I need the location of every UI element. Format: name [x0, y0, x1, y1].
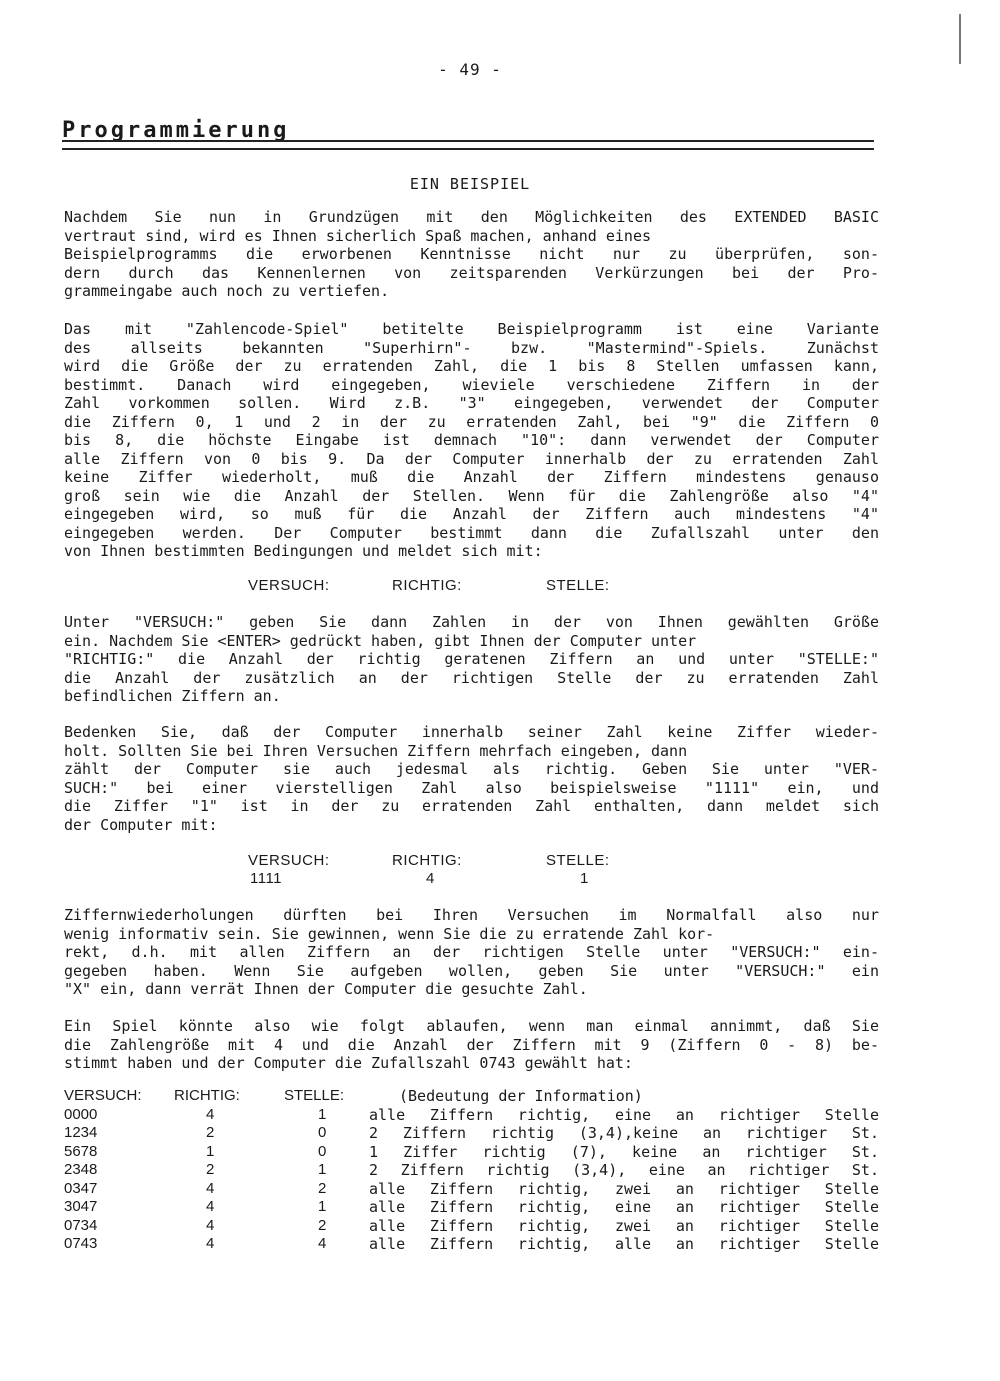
text-line: "X" ein, dann verrät Ihnen der Computer die gesuchte Zahl. — [64, 980, 588, 998]
cell-stelle: 0 — [318, 1124, 327, 1141]
section-title: Programmierung — [62, 118, 290, 143]
cell-versuch: 3047 — [64, 1198, 98, 1215]
table-row — [64, 1217, 879, 1236]
prompt-stelle-label: STELLE: — [546, 577, 610, 594]
text-line: Ein Spiel könnte also wie folgt ablaufen, wenn man einmal annimmt, daß Sie — [64, 1017, 879, 1035]
table-row — [64, 1106, 879, 1125]
table-row — [64, 1124, 879, 1143]
cell-bedeutung: alle Ziffern richtig, eine an richtiger Stelle — [369, 1105, 879, 1124]
example-heading: EIN BEISPIEL — [409, 175, 531, 193]
cell-stelle: 2 — [318, 1179, 327, 1197]
column-header-stelle: STELLE: — [284, 1087, 345, 1104]
table-row — [64, 1180, 879, 1199]
text-line: die Anzahl der zusätzlich an der richtigen Stelle der zu erratenden Zahl — [64, 668, 879, 687]
text-line: stimmt haben und der Computer die Zufallszahl 0743 gewählt hat: — [64, 1054, 633, 1072]
cell-stelle: 1 — [318, 1161, 327, 1178]
cell-versuch: 2348 — [64, 1161, 98, 1178]
cell-richtig: 2 — [206, 1124, 215, 1141]
text-line: von Ihnen bestimmten Bedingungen und meldet sich mit: — [64, 542, 543, 560]
cell-richtig: 1 — [206, 1142, 215, 1160]
cell-bedeutung: alle Ziffern richtig, eine an richtiger Stelle — [369, 1198, 879, 1216]
prompt-versuch-value: 1111 — [250, 870, 283, 887]
text-line: SUCH:" bei einer vierstelligen Zahl also beispielsweise "1111" ein, und — [64, 778, 879, 797]
paragraph-description — [64, 320, 879, 561]
cell-versuch: 5678 — [64, 1142, 98, 1160]
cell-versuch: 0000 — [64, 1105, 98, 1123]
cell-versuch: 0347 — [64, 1179, 98, 1197]
text-line: grammeingabe auch noch zu vertiefen. — [64, 282, 390, 300]
text-line: keine Ziffer wiederholt, muß die Anzahl der Ziffern mindestens genauso — [64, 468, 879, 486]
cell-versuch: 0743 — [64, 1235, 98, 1252]
cell-richtig: 4 — [206, 1179, 215, 1197]
text-line: befindlichen Ziffern an. — [64, 687, 281, 705]
text-line: vertraut sind, wird es Ihnen sicherlich Spaß machen, anhand eines — [64, 226, 651, 245]
text-line: dern durch das Kennenlernen von zeitsparenden Verkürzungen bei der Pro- — [64, 263, 879, 282]
cell-bedeutung: 2 Ziffern richtig (3,4),keine an richtiger St. — [369, 1124, 879, 1142]
table-row — [64, 1235, 879, 1254]
text-line: Nachdem Sie nun in Grundzügen mit den Möglichkeiten des EXTENDED BASIC — [64, 208, 879, 226]
text-line: Beispielprogramms die erworbenen Kenntnisse nicht nur zu überprüfen, son- — [64, 245, 879, 263]
text-line: Unter "VERSUCH:" geben Sie dann Zahlen in der von Ihnen gewählten Größe — [64, 613, 879, 631]
table-header-row — [64, 1087, 879, 1106]
text-line: alle Ziffern von 0 bis 9. Da der Computer innerhalb der zu erratenden Zahl — [64, 449, 879, 468]
text-line: rekt, d.h. mit allen Ziffern an der richtigen Stelle unter "VERSUCH:" ein- — [64, 943, 879, 961]
text-line: der Computer mit: — [64, 815, 218, 834]
prompt-richtig-label: RICHTIG: — [392, 852, 462, 869]
table-row — [64, 1198, 879, 1217]
text-line: die Ziffer "1" ist in der zu erratenden Zahl enthalten, dann meldet sich — [64, 797, 879, 815]
text-line: des allseits bekannten "Superhirn"- bzw. "Mastermind"-Spiels. Zunächst — [64, 338, 879, 357]
cell-richtig: 4 — [206, 1198, 215, 1215]
prompt-stelle-label: STELLE: — [546, 852, 610, 869]
column-header-bedeutung: (Bedeutung der Information) — [399, 1087, 643, 1105]
text-line: Bedenken Sie, daß der Computer innerhalb seiner Zahl keine Ziffer wieder- — [64, 723, 879, 741]
cell-bedeutung: 1 Ziffer richtig (7), keine an richtiger St. — [369, 1142, 879, 1161]
text-line: zählt der Computer sie auch jedesmal als richtig. Geben Sie unter "VER- — [64, 760, 879, 778]
paragraph-input-explanation — [64, 613, 879, 706]
text-line: bis 8, die höchste Eingabe ist demnach "10": dann verwendet der Computer — [64, 431, 879, 449]
paragraph-repetition-note — [64, 723, 879, 834]
text-line: eingegeben wird, so muß für die Anzahl der Ziffern auch mindestens "4" — [64, 505, 879, 523]
cell-bedeutung: alle Ziffern richtig, zwei an richtiger Stelle — [369, 1216, 879, 1235]
cell-bedeutung: 2 Ziffern richtig (3,4), eine an richtiger St. — [369, 1161, 879, 1179]
cell-stelle: 4 — [318, 1235, 327, 1252]
cell-stelle: 1 — [318, 1105, 327, 1123]
cell-stelle: 0 — [318, 1142, 327, 1160]
prompt-versuch-label: VERSUCH: — [248, 852, 330, 869]
text-line: holt. Sollten Sie bei Ihren Versuchen Ziffern mehrfach eingeben, dann — [64, 741, 688, 760]
prompt-versuch-label: VERSUCH: — [248, 577, 330, 594]
cell-stelle: 1 — [318, 1198, 327, 1215]
text-line: gegeben haben. Wenn Sie aufgeben wollen, geben Sie unter "VERSUCH:" ein — [64, 961, 879, 980]
column-header-versuch: VERSUCH: — [64, 1087, 142, 1104]
paragraph-game-example — [64, 1017, 879, 1073]
text-line: Zahl vorkommen sollen. Wird z.B. "3" eingegeben, verwendet der Computer — [64, 394, 879, 412]
table-row — [64, 1161, 879, 1180]
paragraph-intro — [64, 208, 879, 301]
text-line: die Ziffern 0, 1 und 2 in der zu erratenden Zahl, bei "9" die Ziffern 0 — [64, 412, 879, 431]
prompt-richtig-value: 4 — [426, 870, 435, 887]
title-double-rule — [62, 140, 874, 150]
text-line: bestimmt. Danach wird eingegeben, wieviele verschiedene Ziffern in der — [64, 375, 879, 394]
text-line: eingegeben werden. Der Computer bestimmt dann die Zufallszahl unter den — [64, 523, 879, 542]
page-edge-mark — [959, 14, 961, 64]
cell-versuch: 0734 — [64, 1216, 98, 1234]
text-line: Das mit "Zahlencode-Spiel" betitelte Beispielprogramm ist eine Variante — [64, 320, 879, 338]
text-line: wird die Größe der zu erratenden Zahl, die 1 bis 8 Stellen umfassen kann, — [64, 357, 879, 375]
paragraph-winning — [64, 906, 879, 999]
cell-versuch: 1234 — [64, 1124, 98, 1141]
prompt-richtig-label: RICHTIG: — [392, 577, 462, 594]
cell-richtig: 4 — [206, 1216, 215, 1234]
prompt-stelle-value: 1 — [580, 870, 589, 887]
cell-bedeutung: alle Ziffern richtig, zwei an richtiger Stelle — [369, 1179, 879, 1198]
cell-richtig: 4 — [206, 1235, 215, 1252]
cell-richtig: 2 — [206, 1161, 215, 1178]
text-line: ein. Nachdem Sie <ENTER> gedrückt haben, gibt Ihnen der Computer unter — [64, 631, 697, 650]
table-row — [64, 1143, 879, 1162]
text-line: Ziffernwiederholungen dürften bei Ihren Versuchen im Normalfall also nur — [64, 906, 879, 924]
text-line: "RICHTIG:" die Anzahl der richtig geratenen Ziffern an und unter "STELLE:" — [64, 650, 879, 668]
column-header-richtig: RICHTIG: — [174, 1087, 240, 1104]
cell-bedeutung: alle Ziffern richtig, alle an richtiger Stelle — [369, 1235, 879, 1253]
text-line: groß sein wie die Anzahl der Stellen. Wenn für die Zahlengröße also "4" — [64, 486, 879, 505]
cell-stelle: 2 — [318, 1216, 327, 1234]
game-example-table — [64, 1087, 879, 1254]
page-number: - 49 - — [438, 60, 502, 79]
text-line: wenig informativ sein. Sie gewinnen, wenn Sie die zu erratende Zahl kor- — [64, 924, 715, 943]
text-line: die Zahlengröße mit 4 und die Anzahl der Ziffern mit 9 (Ziffern 0 - 8) be- — [64, 1035, 879, 1054]
cell-richtig: 4 — [206, 1105, 215, 1123]
